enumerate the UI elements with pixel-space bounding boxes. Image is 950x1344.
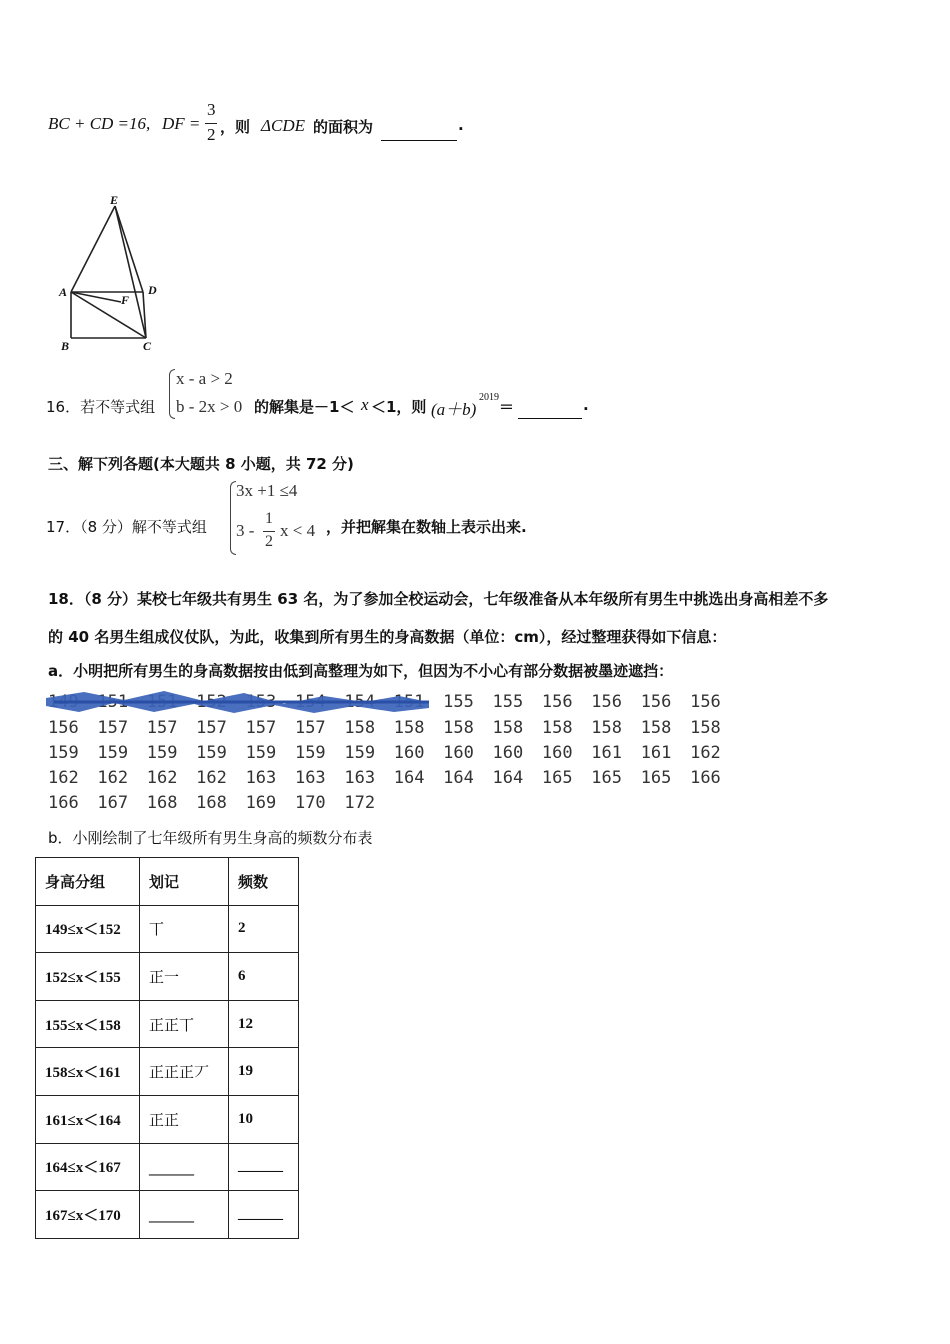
q17-fraction-num: 1	[265, 510, 273, 527]
q15-fraction-den: 2	[207, 125, 216, 144]
section-3-title: 三、解下列各题(本大题共 8 小题，共 72 分)	[48, 455, 354, 473]
q18-line-1: 18．（8 分）某校七年级共有男生 63 名，为了参加全校运动会，七年级准备从本年级所有男生中挑选出身高相差不多	[48, 590, 829, 608]
height-value: 157	[245, 718, 277, 738]
heights-row-3	[48, 743, 739, 763]
height-value: 162	[97, 768, 129, 788]
q15-ask-text: 的面积为	[313, 118, 374, 136]
question-16	[44, 366, 644, 422]
height-value: 158	[591, 718, 623, 738]
height-value: 157	[97, 718, 129, 738]
height-value: 158	[443, 718, 474, 738]
height-value: 157	[294, 718, 326, 738]
height-value: 166	[690, 768, 721, 788]
height-value: 161	[640, 743, 672, 763]
height-value: 168	[146, 793, 178, 813]
tally-cell: 正正正丆	[140, 1048, 229, 1096]
q16-text-a: 的解集是－1＜	[254, 398, 355, 416]
height-value: 172	[344, 793, 376, 813]
height-value: 163	[245, 768, 277, 788]
height-value: 156	[48, 718, 79, 738]
table-row	[36, 905, 299, 953]
q17-fraction-bar	[263, 531, 275, 532]
table-row	[36, 1000, 299, 1048]
height-value: 165	[640, 768, 672, 788]
height-value: 166	[48, 793, 79, 813]
height-value: 164	[492, 768, 524, 788]
tally-cell: 正一	[140, 953, 229, 1001]
height-value: 167	[97, 793, 129, 813]
q16-answer-blank[interactable]	[518, 400, 582, 419]
height-value: 161	[591, 743, 623, 763]
header-cell: 身高分组	[36, 858, 140, 906]
q17-number: 17．（8 分）解不等式组	[46, 518, 207, 536]
q16-var-x: x	[361, 395, 369, 414]
edge-EA	[71, 206, 115, 292]
q17-fraction-den: 2	[265, 533, 273, 550]
q17-tail: ，并把解集在数轴上表示出来.	[326, 518, 527, 536]
height-value: 162	[690, 743, 721, 763]
height-value: 170	[294, 793, 326, 813]
height-value: 163	[344, 768, 376, 788]
height-value: 158	[393, 718, 425, 738]
group-cell: 152≤x＜155	[36, 953, 140, 1001]
table-row	[36, 1095, 299, 1143]
frequency-blank[interactable]: ______	[229, 1143, 299, 1191]
group-cell: 155≤x＜158	[36, 1000, 140, 1048]
tally-cell: 正正丅	[140, 1000, 229, 1048]
q17-ineq-1: 3x +1 ≤4	[236, 481, 298, 500]
ink-blot	[44, 688, 434, 716]
frequency-table	[35, 857, 299, 1239]
header-cell: 频数	[229, 858, 299, 906]
height-value: 159	[146, 743, 178, 763]
label-A: A	[59, 285, 68, 299]
height-value: 160	[492, 743, 524, 763]
q15-answer-blank[interactable]	[381, 120, 457, 141]
q16-equals: ＝	[499, 398, 515, 416]
q16-ineq-2: b - 2x > 0	[176, 397, 243, 416]
q15-fraction-bar	[205, 123, 217, 124]
height-value: 158	[541, 718, 573, 738]
group-cell: 167≤x＜170	[36, 1191, 140, 1239]
height-value: 156	[640, 692, 672, 712]
table-row	[36, 953, 299, 1001]
height-value: 160	[443, 743, 474, 763]
table-row	[36, 1191, 299, 1239]
frequency-cell: 12	[229, 1000, 299, 1048]
height-value: 162	[146, 768, 178, 788]
q18-part-a: a．小明把所有男生的身高数据按由低到高整理为如下，但因为不小心有部分数据被墨迹遮挡：	[48, 662, 674, 680]
height-value: 157	[196, 718, 227, 738]
height-value: 158	[492, 718, 524, 738]
frequency-cell: 6	[229, 953, 299, 1001]
height-value: 156	[690, 692, 721, 712]
height-value: 155	[443, 692, 474, 712]
height-value: 160	[393, 743, 425, 763]
height-value: 169	[245, 793, 277, 813]
height-value: 159	[97, 743, 129, 763]
label-C: C	[143, 339, 152, 353]
table-header-row	[36, 858, 299, 906]
q18-line-2: 的 40 名男生组成仪仗队，为此，收集到所有男生的身高数据（单位：cm），经过整理获得如下信息：	[48, 628, 727, 646]
height-value: 165	[591, 768, 623, 788]
table-row	[36, 1143, 299, 1191]
q15-period: .	[458, 116, 464, 134]
height-value: 159	[245, 743, 277, 763]
heights-row-5	[48, 793, 394, 813]
label-D: D	[148, 283, 157, 297]
height-value: 162	[48, 768, 79, 788]
tally-cell: 丅	[140, 905, 229, 953]
q17-ineq-2-pre: 3 -	[236, 521, 255, 540]
height-value: 159	[196, 743, 227, 763]
edge-ED	[115, 206, 143, 292]
heights-row-4	[48, 768, 739, 788]
height-value: 159	[48, 743, 79, 763]
frequency-cell: 19	[229, 1048, 299, 1096]
height-value: 168	[196, 793, 227, 813]
group-cell: 158≤x＜161	[36, 1048, 140, 1096]
height-value: 156	[591, 692, 623, 712]
q15-condition-line	[48, 100, 488, 150]
group-cell: 161≤x＜164	[36, 1095, 140, 1143]
q16-expr: (a＋b)	[431, 400, 477, 419]
group-cell: 149≤x＜152	[36, 905, 140, 953]
q16-brace	[169, 369, 175, 419]
q17-ineq-2-post: x < 4	[280, 521, 316, 540]
q16-ineq-1: x - a > 2	[176, 369, 233, 388]
edge-EC	[115, 206, 146, 338]
frequency-blank[interactable]: ______	[229, 1191, 299, 1239]
height-value: 158	[344, 718, 376, 738]
tally-blank[interactable]: ______	[140, 1143, 229, 1191]
height-value: 159	[294, 743, 326, 763]
label-F: F	[121, 293, 130, 307]
height-value: 155	[492, 692, 524, 712]
label-E: E	[110, 193, 119, 207]
frequency-cell: 10	[229, 1095, 299, 1143]
height-value: 158	[640, 718, 672, 738]
frequency-cell: 2	[229, 905, 299, 953]
q15-mid-text: ，则	[220, 118, 251, 136]
height-value: 158	[690, 718, 721, 738]
q16-period: .	[583, 396, 589, 414]
header-cell: 划记	[140, 858, 229, 906]
question-17	[44, 478, 604, 558]
height-value: 164	[393, 768, 425, 788]
q15-cond-a: BC + CD =16,	[48, 114, 151, 133]
tally-cell: 正正	[140, 1095, 229, 1143]
q16-exponent: 2019	[479, 392, 499, 403]
q15-cond-b: DF =	[162, 114, 201, 133]
height-value: 160	[541, 743, 573, 763]
q16-number: 16．若不等式组	[46, 398, 156, 416]
q16-text-b: ＜1，则	[371, 398, 427, 416]
height-value: 165	[541, 768, 573, 788]
heights-row-2	[48, 718, 739, 738]
height-value: 156	[541, 692, 573, 712]
height-value: 164	[443, 768, 474, 788]
group-cell: 164≤x＜167	[36, 1143, 140, 1191]
label-B: B	[61, 339, 70, 353]
height-value: 157	[146, 718, 178, 738]
height-value: 162	[196, 768, 227, 788]
tally-blank[interactable]: ______	[140, 1191, 229, 1239]
q15-geometry-figure	[55, 190, 170, 360]
height-value: 163	[294, 768, 326, 788]
q15-triangle: ΔCDE	[261, 116, 305, 135]
height-value: 159	[344, 743, 376, 763]
q18-part-b: b．小刚绘制了七年级所有男生身高的频数分布表	[48, 829, 373, 847]
table-row	[36, 1048, 299, 1096]
q15-fraction-num: 3	[207, 100, 216, 119]
